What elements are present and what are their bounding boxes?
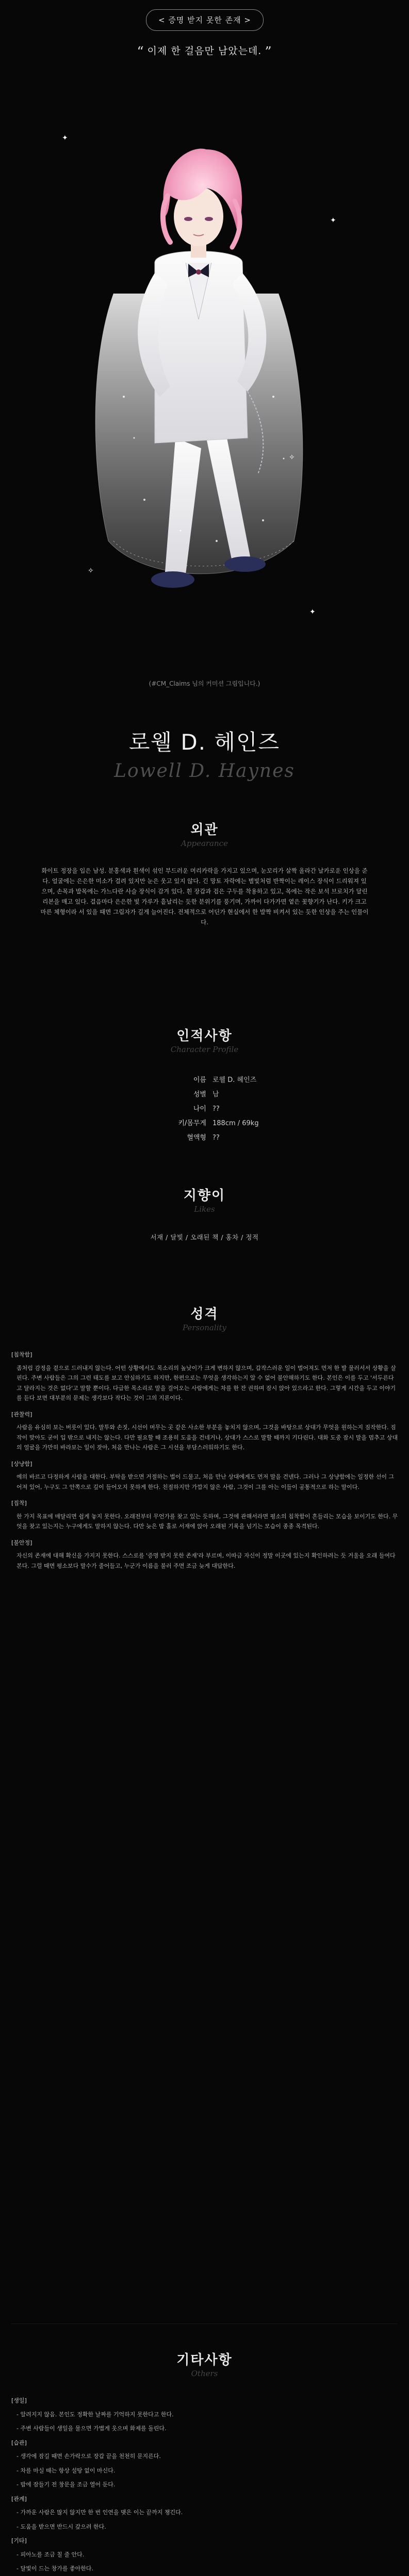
- section-subtitle-likes: Likes: [194, 1205, 215, 1214]
- section-title-personality: 성격: [190, 1307, 219, 1322]
- section-subtitle-personality: Personality: [183, 1323, 226, 1332]
- etc-label: [관계]: [11, 2495, 27, 2502]
- open-quote-glyph: “: [137, 44, 144, 60]
- section-title-appearance: 외관: [190, 822, 219, 838]
- quote-text: 이제 한 걸음만 남았는데.: [147, 45, 262, 57]
- trait-text: 자신의 존재에 대해 확신을 가지지 못한다. 스스로를 '증명 받지 못한 존재'라 부르며, 이따금 자신이 정말 이곳에 있는지 확인하려는 듯 거울을 오래 들여다본다. 그럴 때면 평소보다 말수가 줄어들고, 누군가 이름을 불러 주면 조금 늦게 대답한다.: [17, 1552, 396, 1569]
- etc-item: - 달빛이 드는 창가를 좋아한다.: [17, 2565, 93, 2572]
- section-subtitle-etc: Others: [191, 2369, 218, 2378]
- section-subtitle-profile: Character Profile: [170, 1045, 239, 1054]
- status-badge: < 증명 받지 못한 존재 >: [146, 9, 264, 31]
- sparkle-icon: ✧: [289, 453, 295, 462]
- etc-item: - 주변 사람들이 생일을 물으면 가볍게 웃으며 화제를 돌린다.: [17, 2425, 167, 2432]
- etc-label: [생일]: [11, 2397, 27, 2404]
- etc-blocks: [11, 2396, 398, 2576]
- image-credit: (#CM_Claims 님의 커미션 그림입니다.): [149, 680, 260, 687]
- section-title-etc: 기타사항: [176, 2352, 233, 2368]
- appearance-text: 화이트 정장을 입은 남성. 분홍색과 흰색이 섞인 부드러운 머리카락을 가지고 있으며, 눈꼬리가 살짝 올라간 날카로운 인상을 준다. 얼굴에는 은은한 미소가 걸려 있지만 눈은 웃고 있지 않다. 긴 망토 자락에는 별빛처럼 반짝이는 레이스 장식이 드리워져 있으며, 손목과 발목에는 가느다란 사슬 장식이 감겨 있다. 흰 장갑과 검은 구두를 착용하고 있고, 목에는 작은 보석 브로치가 달린 리본을 매고 있다. 걸음마다 은은한 빛 가루가 흩날리는 듯한 분위기를 풍기며, 가까이 다가가면 옅은 꽃향기가 난다. 키가 크고 마른 체형이라 서 있을 때면 그림자가 길게 늘어진다. 전체적으로 어딘가 현실에서 한 발짝 비켜서 있는 듯한 인상을 주는 인물이다.: [40, 867, 369, 926]
- sparkle-icon: ✦: [62, 134, 68, 142]
- personality-blocks: [11, 1350, 398, 1577]
- etc-item: - 피아노를 조금 칠 줄 안다.: [17, 2551, 85, 2558]
- trait-label: [침착함]: [11, 1351, 32, 1358]
- likes-list: 서재 / 달빛 / 오래된 책 / 홍차 / 정적: [150, 1233, 259, 1241]
- etc-item: - 도움을 받으면 반드시 갚으려 한다.: [17, 2523, 106, 2530]
- trait-text: 예의 바르고 다정하게 사람을 대한다. 부탁을 받으면 거절하는 법이 드물고, 처음 만난 상대에게도 먼저 말을 건넨다. 그러나 그 상냥함에는 일정한 선이 그어져 있어, 누구도 그 안쪽으로 깊이 들어오지 못하게 한다. 친절하지만 가깝지 않은 사람, 그것이 그를 아는 이들이 공통적으로 하는 말이다.: [17, 1473, 395, 1490]
- sparkle-icon: ✦: [309, 608, 316, 616]
- trait-label: [상냥함]: [11, 1460, 32, 1467]
- character-illustration: [77, 77, 320, 670]
- etc-label: [기타]: [11, 2537, 27, 2544]
- section-title-profile: 인적사항: [176, 1028, 233, 1044]
- profile-row: 키/몸무게 188cm / 69kg: [178, 1120, 259, 1127]
- shoe-left: [151, 571, 194, 588]
- trait-text: 한 가지 목표에 매달리면 쉽게 놓지 못한다. 오래전부터 무언가를 찾고 있는 듯하며, 그것에 관해서라면 평소의 침착함이 흔들리는 모습을 보이기도 한다. 무엇을 찾고 있는지는 누구에게도 말하지 않는다. 다만 늦은 밤 홀로 서재에 앉아 오래된 기록을 넘기는 모습이 종종 목격된다.: [17, 1513, 398, 1530]
- etc-label: [습관]: [11, 2439, 27, 2446]
- trait-text: 좀처럼 감정을 겉으로 드러내지 않는다. 어떤 상황에서도 목소리의 높낮이가 크게 변하지 않으며, 갑작스러운 일이 벌어져도 먼저 한 발 물러서서 상황을 살핀다. 주변 사람들은 그의 그런 태도를 보고 안심하기도 하지만, 한편으로는 무엇을 생각하는지 알 수 없어 불안해하기도 한다. 본인은 이를 두고 '서두른다고 달라지는 것은 없다'고 말할 뿐이다. 다급한 목소리로 말을 걸어오는 사람에게는 차를 한 잔 권하며 잠시 앉아 있으라고 한다. 그렇게 시간을 두고 이야기를 듣다 보면 대부분의 문제는 생각보다 작다는 것이 그의 지론이다.: [17, 1364, 396, 1401]
- close-quote-glyph: ”: [265, 44, 272, 60]
- profile-row: 나이 ??: [193, 1105, 220, 1113]
- profile-row: 혈액형 ??: [187, 1134, 220, 1142]
- etc-item: - 가까운 사람은 많지 않지만 한 번 인연을 맺은 이는 끝까지 챙긴다.: [17, 2509, 183, 2516]
- shoe-right: [224, 556, 266, 572]
- profile-row: 성별 남: [193, 1091, 219, 1098]
- etc-item: - 차를 마실 때는 항상 설탕 없이 마신다.: [17, 2467, 116, 2474]
- etc-item: - 밤에 잠들기 전 창문을 조금 열어 둔다.: [17, 2481, 116, 2488]
- profile-info: [160, 1073, 284, 1145]
- etc-item: - 알려지지 않음. 본인도 정확한 날짜를 기억하지 못한다고 한다.: [17, 2411, 174, 2418]
- sparkle-icon: ✦: [330, 216, 336, 225]
- etc-item: - 생각에 잠길 때면 손가락으로 장갑 끝을 천천히 문지른다.: [17, 2453, 161, 2460]
- trait-label: [집착]: [11, 1500, 27, 1506]
- character-name: 로웰 D. 헤인즈: [128, 730, 281, 755]
- character-name-latin: Lowell D. Haynes: [114, 760, 295, 782]
- trait-text: 사람을 유심히 보는 버릇이 있다. 말투와 손짓, 시선이 머무는 곳 같은 사소한 부분을 놓치지 않으며, 그것을 바탕으로 상대가 무엇을 원하는지 짐작한다. 짐작이 맞아도 굳이 입 밖으로 내지는 않는다. 다만 필요할 때 조용히 도움을 건네거나, 상대가 스스로 말할 때까지 기다린다. 대화 도중 잠시 말을 멈추고 상대의 얼굴을 가만히 바라보는 일이 잦아, 처음 만나는 사람은 그 시선을 부담스러워하기도 한다.: [17, 1424, 398, 1451]
- sparkle-icon: ✧: [88, 567, 94, 575]
- section-title-likes: 지향이: [183, 1188, 226, 1204]
- trait-label: [관찰력]: [11, 1411, 32, 1418]
- profile-row: 이름 로웰 D. 헤인즈: [193, 1076, 257, 1084]
- quote: [0, 43, 409, 60]
- section-subtitle-appearance: Appearance: [181, 839, 228, 848]
- trait-label: [불안정]: [11, 1539, 32, 1546]
